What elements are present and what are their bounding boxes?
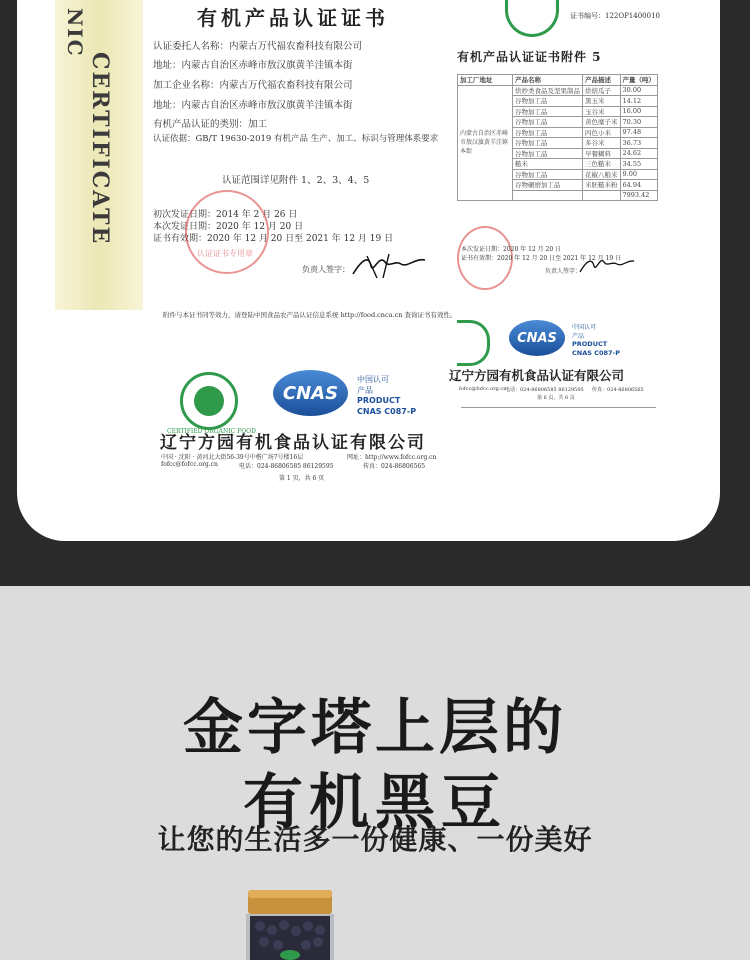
attachment-cell: 24.62 bbox=[620, 148, 658, 159]
attachment-cnas-cn-label: 中国认可 bbox=[572, 324, 597, 331]
attachment-organic-logo-small bbox=[457, 320, 490, 366]
attachment-empty-cell bbox=[583, 190, 621, 201]
attachment-validity: 证书有效期：2020 年 12 月 20 日至 2021 年 12 月 19 日 bbox=[461, 255, 622, 262]
attachment-cell: 谷物加工品 bbox=[513, 106, 583, 117]
attachment-cell: 玉谷米 bbox=[583, 106, 621, 117]
attachment-cell: 9.00 bbox=[620, 169, 658, 180]
attachment-issue-date: 本次发证日期：2020 年 12 月 20 日 bbox=[461, 246, 562, 253]
red-seal bbox=[185, 190, 269, 274]
processor-line: 加工企业名称：内蒙古万代福农畜科技有限公司 bbox=[153, 80, 353, 91]
attachment-cnas-text: CNAS bbox=[517, 330, 557, 346]
category-line: 有机产品认证的类别：加工 bbox=[153, 119, 268, 130]
certificate-number: 证书编号：122OP1400010 bbox=[570, 12, 660, 20]
attachment-cell: 谷物加工品 bbox=[513, 117, 583, 128]
attachment-cell: 黄色糜子米 bbox=[583, 117, 621, 128]
first-issue-date: 初次发证日期：2014 年 2 月 26 日 bbox=[153, 210, 298, 220]
company-email: fofcc@fofcc.org.cn bbox=[161, 461, 218, 468]
attachment-cnas-en-label: PRODUCT bbox=[572, 340, 608, 348]
signer-label: 负责人签字： bbox=[302, 265, 350, 274]
attachment-cell: 谷物加工品 bbox=[513, 148, 583, 159]
company-phone: 电话：024-86806585 86129595 bbox=[239, 463, 334, 470]
attachment-cell: 34.55 bbox=[620, 159, 658, 170]
attachment-title: 有机产品认证证书附件 5 bbox=[457, 50, 602, 64]
company-fax: 传真：024-86806565 bbox=[363, 463, 426, 470]
attachment-cell: 三色糙米 bbox=[583, 159, 621, 170]
basis-line: 认证依据：GB/T 19630-2019 有机产品 生产、加工、标识与管理体系要求 bbox=[153, 134, 439, 144]
attachment-header-cell: 产品名称 bbox=[513, 75, 583, 86]
attachment-cell: 花椒八粮米 bbox=[583, 169, 621, 180]
attachment-cnas-code-label: CNAS C087-P bbox=[572, 349, 620, 357]
attachment-signer-label: 负责人签字： bbox=[545, 268, 582, 275]
organic-logo-text: CERTIFIED ORGANIC FOOD bbox=[167, 428, 256, 435]
organic-logo-inner bbox=[194, 386, 224, 416]
attachment-cell: 米胚糙米粉 bbox=[583, 180, 621, 191]
attachment-organic-logo bbox=[505, 0, 559, 37]
promo-headline-line2: 有机黑豆 bbox=[243, 768, 507, 838]
attachment-cell: 烘炒类食品及坚果制品 bbox=[513, 85, 583, 96]
attachment-company-fax: 传真：024-86806565 bbox=[592, 387, 644, 393]
promo-headline-line1: 金字塔上层的 bbox=[183, 693, 567, 763]
attachment-cnas-product-label: 产品 bbox=[572, 333, 585, 340]
attachment-company-phone: 电话：024-86806585 86129595 bbox=[505, 387, 584, 393]
company-website: 网址：http://www.fofcc.org.cn bbox=[347, 454, 437, 461]
attachment-cell: 四色小米 bbox=[583, 127, 621, 138]
footer-note: 附件与本证书同等效力，请登陆中国食品农产品认证信息系统 http://food.cnca.cn 查询证书有效性。 bbox=[163, 311, 457, 319]
consignor-line: 认证委托人名称：内蒙古万代福农畜科技有限公司 bbox=[153, 41, 363, 52]
attachment-cell: 70.30 bbox=[620, 117, 658, 128]
issue-date: 本次发证日期：2020 年 12 月 20 日 bbox=[153, 222, 304, 232]
certificate-page-number: 第 1 页，共 6 页 bbox=[279, 475, 325, 482]
attachment-header-cell: 加工厂地址 bbox=[458, 75, 513, 86]
attachment-cell: 36.73 bbox=[620, 138, 658, 149]
certificate-title: 有机产品认证证书 bbox=[197, 6, 389, 30]
attachment-cell: 97.48 bbox=[620, 127, 658, 138]
attachment-cell: 早餐糊料 bbox=[583, 148, 621, 159]
attachment-empty-cell bbox=[513, 190, 583, 201]
attachment-company-name: 辽宁方园有机食品认证有限公司 bbox=[449, 368, 625, 383]
attachment-cell: 谷物加工品 bbox=[513, 127, 583, 138]
certificate-vertical-label-left: NIC bbox=[63, 8, 87, 58]
certificate-vertical-label: CERTIFICATE bbox=[87, 52, 113, 246]
address-line-2: 地址：内蒙古自治区赤峰市敖汉旗黄羊洼镇本街 bbox=[153, 100, 353, 111]
attachment-header-cell: 产品描述 bbox=[583, 75, 621, 86]
certifier-company-name: 辽宁方园有机食品认证有限公司 bbox=[160, 433, 426, 453]
signature-icon bbox=[349, 248, 429, 282]
attachment-cell: 14.12 bbox=[620, 96, 658, 107]
attachment-cell: 烘焙瓜子 bbox=[583, 85, 621, 96]
scope-line: 认证范围详见附件 1、2、3、4、5 bbox=[222, 175, 370, 186]
seal-text: 认证证书专用章 bbox=[197, 249, 253, 258]
cnas-logo-text: CNAS bbox=[282, 382, 339, 404]
attachment-cell: 黑玉米 bbox=[583, 96, 621, 107]
attachment-header-cell: 产量（吨） bbox=[620, 75, 658, 86]
attachment-factory-cell: 内蒙古自治区赤峰市敖汉旗黄羊洼镇本街 bbox=[458, 85, 513, 201]
attachment-cell: 谷物加工品 bbox=[513, 96, 583, 107]
promo-subtitle: 让您的生活多一份健康、一份美好 bbox=[157, 823, 593, 856]
attachment-total-cell: 7993.42 bbox=[620, 190, 658, 201]
cnas-product-label: 产品 bbox=[357, 386, 373, 395]
attachment-table-header bbox=[458, 75, 658, 86]
attachment-signature-icon bbox=[577, 252, 637, 278]
attachment-cell: 谷物碾磨加工品 bbox=[513, 180, 583, 191]
attachment-cell: 多谷米 bbox=[583, 138, 621, 149]
certificate-card bbox=[17, 0, 720, 541]
attachment-page-number: 第 6 页，共 6 页 bbox=[537, 395, 575, 401]
cnas-logo bbox=[273, 370, 348, 416]
attachment-cell: 64.94 bbox=[620, 180, 658, 191]
attachment-cnas-logo bbox=[509, 320, 565, 356]
black-bean-jar-image bbox=[246, 890, 334, 960]
attachment-cell: 30.00 bbox=[620, 85, 658, 96]
attachment-divider bbox=[461, 407, 656, 408]
address-line-1: 地址：内蒙古自治区赤峰市敖汉旗黄羊洼镇本街 bbox=[153, 60, 353, 71]
attachment-cell: 糙米 bbox=[513, 159, 583, 170]
attachment-table bbox=[457, 74, 658, 201]
attachment-cell: 谷物加工品 bbox=[513, 138, 583, 149]
company-address: 中国 · 沈阳 · 黄河北大街56-39号中楷广场7号楼16层 bbox=[161, 454, 304, 461]
cnas-cn-label: 中国认可 bbox=[357, 375, 389, 384]
validity-line: 证书有效期：2020 年 12 月 20 日至 2021 年 12 月 19 日 bbox=[153, 234, 394, 244]
attachment-company-email: fofcc@fofcc.org.cn bbox=[459, 386, 507, 392]
cnas-code-label: CNAS C087-P bbox=[357, 407, 417, 416]
attachment-cell: 16.00 bbox=[620, 106, 658, 117]
cnas-en-label: PRODUCT bbox=[357, 396, 401, 405]
attachment-table-row bbox=[458, 85, 658, 96]
attachment-cell: 谷物加工品 bbox=[513, 169, 583, 180]
